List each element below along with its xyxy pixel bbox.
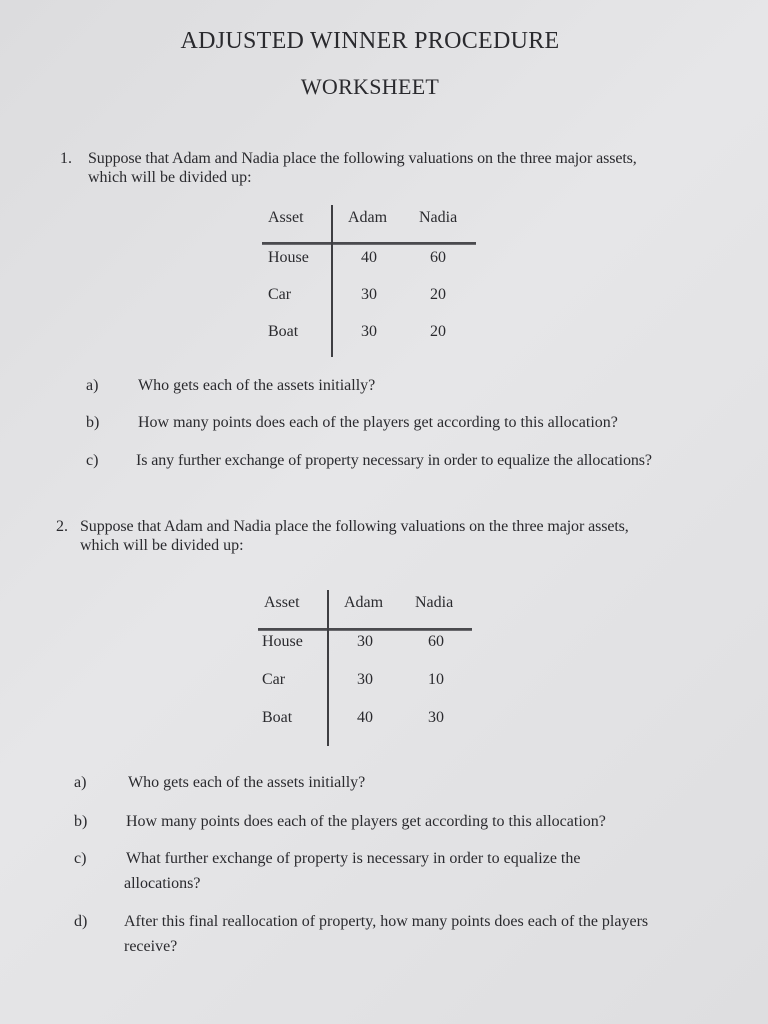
problem-1-intro-line1: Suppose that Adam and Nadia place the following valuations on the three major assets, — [88, 150, 637, 167]
problem-1-question-c — [86, 449, 726, 473]
problem-2-number: 2. — [56, 518, 68, 535]
problem-1-valuation-table — [262, 205, 478, 360]
problem-2-question-b — [74, 810, 734, 834]
table-row-boat-adam: 40 — [357, 709, 373, 726]
question-label: c) — [74, 850, 87, 867]
table-row-car-nadia: 20 — [430, 286, 446, 303]
question-text: How many points does each of the players get according to this allocation? — [126, 813, 606, 830]
question-text-line1: What further exchange of property is necessary in order to equalize the — [126, 850, 581, 867]
problem-2-question-a — [74, 771, 734, 795]
problem-1-prompt — [60, 149, 740, 189]
question-text: Who gets each of the assets initially? — [138, 377, 376, 394]
table-header-rule — [258, 628, 472, 631]
problem-2-intro-line2: which will be divided up: — [80, 537, 244, 554]
table-row-house-adam: 30 — [357, 633, 373, 650]
table-row-house-adam: 40 — [361, 249, 377, 266]
problem-2-prompt — [56, 517, 736, 557]
question-text: Is any further exchange of property necessary in order to equalize the allocations? — [136, 452, 652, 469]
question-label: b) — [74, 813, 88, 830]
question-label: c) — [86, 452, 99, 469]
worksheet-subtitle: WORKSHEET — [300, 74, 440, 99]
table-header-adam: Adam — [348, 209, 388, 226]
question-text-line2: receive? — [124, 938, 178, 955]
table-row-car-adam: 30 — [357, 671, 373, 688]
table-row-car-nadia: 10 — [428, 671, 444, 688]
problem-2-valuation-table — [258, 590, 474, 748]
problem-2-question-c — [74, 847, 734, 897]
problem-2-intro-line1: Suppose that Adam and Nadia place the following valuations on the three major assets, — [80, 518, 629, 535]
table-row-car-asset: Car — [268, 286, 292, 303]
table-header-adam: Adam — [344, 594, 384, 611]
table-column-rule — [331, 205, 333, 357]
problem-1-question-a — [86, 374, 726, 398]
table-row-house-asset: House — [268, 249, 309, 266]
table-row-boat-nadia: 20 — [430, 323, 446, 340]
question-text: How many points does each of the players get according to this allocation? — [138, 414, 618, 431]
table-row-house-nadia: 60 — [428, 633, 444, 650]
worksheet-title: ADJUSTED WINNER PROCEDURE — [180, 28, 560, 54]
table-header-rule — [262, 242, 476, 245]
table-row-boat-adam: 30 — [361, 323, 377, 340]
table-header-asset: Asset — [264, 594, 300, 611]
question-text-line2: allocations? — [124, 875, 201, 892]
table-row-house-asset: House — [262, 633, 303, 650]
table-header-asset: Asset — [268, 209, 304, 226]
table-row-house-nadia: 60 — [430, 249, 446, 266]
problem-2-question-d — [74, 910, 734, 960]
table-row-boat-asset: Boat — [262, 709, 293, 726]
table-header-nadia: Nadia — [419, 209, 458, 226]
problem-1-number: 1. — [60, 150, 72, 167]
question-label: a) — [86, 377, 99, 394]
problem-1-question-b — [86, 411, 726, 435]
question-label: b) — [86, 414, 100, 431]
question-text: Who gets each of the assets initially? — [128, 774, 366, 791]
table-row-boat-asset: Boat — [268, 323, 299, 340]
question-label: d) — [74, 913, 88, 930]
table-header-nadia: Nadia — [415, 594, 454, 611]
question-label: a) — [74, 774, 87, 791]
problem-1-intro-line2: which will be divided up: — [88, 169, 252, 186]
table-row-car-asset: Car — [262, 671, 286, 688]
table-row-boat-nadia: 30 — [428, 709, 444, 726]
table-column-rule — [327, 590, 329, 746]
question-text-line1: After this final reallocation of property, how many points does each of the players — [124, 913, 649, 930]
table-row-car-adam: 30 — [361, 286, 377, 303]
